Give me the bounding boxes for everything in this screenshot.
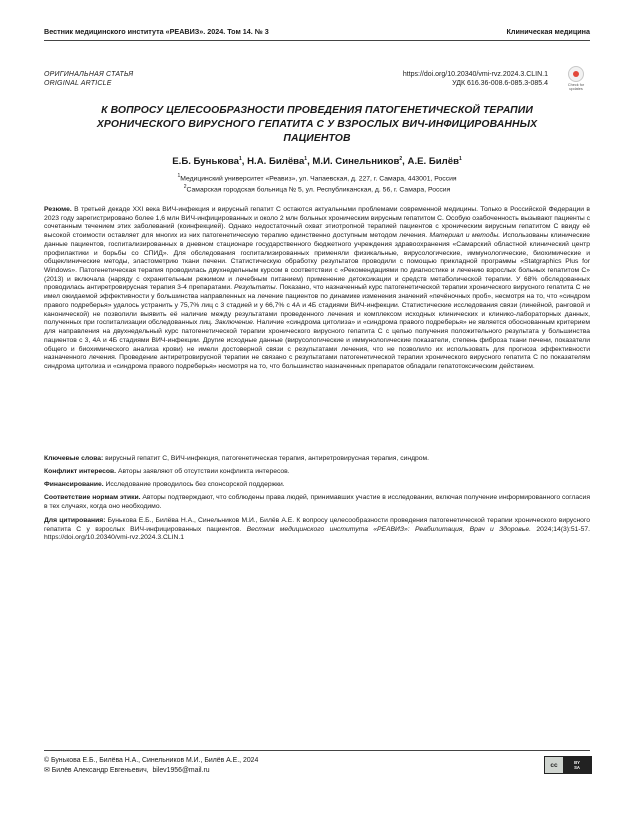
sa-icon: SA <box>574 765 580 770</box>
footer <box>44 756 258 775</box>
author: Е.Б. Бунькова <box>172 156 239 168</box>
author-sup: 2 <box>399 156 403 162</box>
abstract-conclusion: Наличие «синдрома цитолиза» и «синдрома правого подреберья» не является обоснованным критерием для направления на двухнедельный курс патогенетической терапии хронического вирусного гепатита С с целью получения положительного результата у большинства пациентов с 3, 4А и 4Б стадиями ВИЧ-инфекции. Другие исходные данные (вирусологические и иммунологические показатели, степень фиброза ткани печени, показатели общего и биохимического анализа крови) не имели достоверной связи с результатами лечения, что не позволило их использовать для прогноза эффективности назначенного лечения. Проведение антиретровирусной терапии не связано с результатами патогенетической терапии хронического вирусного гепатита С по показателям синдрома цитолиза и «синдрома правого подреберья» несмотря на то, что большинство назначенных препаратов обладали гепатотоксическим действием. <box>44 319 590 370</box>
affiliation <box>44 172 590 183</box>
author-list: Е.Б. Бунькова$^1$, Н.А. Билёва$^1$, М.И. Синельников$^2$, А.Е. Билёв$^1$ <box>172 156 462 168</box>
contact <box>44 766 258 776</box>
affiliation-text: Медицинский университет «Реавиз», ул. Чапаевская, д. 227, г. Самара, 443001, Россия <box>180 175 457 183</box>
journal-name: Вестник медицинского института «РЕАВИЗ». 2024. Том 14. № 3 <box>44 27 269 36</box>
article-title: К ВОПРОСУ ЦЕЛЕСООБРАЗНОСТИ ПРОВЕДЕНИЯ ПАТОГЕНЕТИЧЕСКОЙ ТЕРАПИИ ХРОНИЧЕСКОГО ВИРУСНОГО ГЕПАТИТА С У ВЗРОСЛЫХ ВИЧ-ИНФИЦИРОВАННЫХ ПАЦИЕНТОВ <box>96 105 538 144</box>
abstract-results: Показано, что назначенный курс патогенетической терапии хронического вирусного гепатита С не имел ожидаемой эффективности у большинства направленных на лечение пациентов по динамике изменения значений «печёночных проб», несмотря на то, что «синдром правого подреберья» удалось устранить у 75,7% лиц с 3 стадией и у 66,7% с 4А и 4Б стадиями ВИЧ-инфекции. Статистические исследования связи (линейной, ранговой и канонической) не позволили выявить её наличие между результатами проведенного лечения и комплексом исходных клинических и клинико-лабораторных данных, полученных при госпитализации обследованных лиц. <box>44 284 590 327</box>
author: Н.А. Билёва <box>247 156 305 168</box>
by-icon: BY <box>574 760 580 765</box>
funding-text: Исследование проводилось без спонсорской поддержки. <box>105 481 285 488</box>
affiliation <box>44 183 590 194</box>
abstract <box>44 206 590 372</box>
author-sup: 1 <box>458 156 462 162</box>
conclusion-label: Заключение. <box>214 319 255 327</box>
citation-journal: Вестник медицинского института «РЕАВИЗ»: Реабилитация, Врач и Здоровье. <box>246 525 531 533</box>
methods-label: Материал и методы. <box>429 232 501 240</box>
conflict-of-interest <box>44 468 590 477</box>
citation-tail[interactable]: 2024;14(3):51-57. https://doi.org/10.20340/vmi-rvz.2024.3.CLIN.1 <box>44 525 590 542</box>
check-updates-line2: updates <box>569 87 583 92</box>
article-type-ru: ОРИГИНАЛЬНАЯ СТАТЬЯ <box>44 71 134 78</box>
conflict-label: Конфликт интересов. <box>44 468 117 475</box>
cc-license-badge[interactable] <box>544 756 592 774</box>
ethics <box>44 494 590 511</box>
contact-name: Билёв Александр Евгеньевич, <box>51 766 149 774</box>
conflict-text: Авторы заявляют об отсутствии конфликта интересов. <box>117 468 290 475</box>
funding-label: Финансирование. <box>44 481 104 488</box>
author-sup: 1 <box>304 156 308 162</box>
citation-label: Для цитирования: <box>44 517 106 524</box>
affiliations <box>44 172 590 195</box>
abstract-methods: Использованы клинические данные пациентов, госпитализированных в дневном стационаре государственного бюджетного учреждения здравоохранения «Самарский областной клинический центр профилактики и борьбы со СПИД». Для обследования госпитализированных применяли физикальные, вирусологические, иммунологические, биохимические и общеклинические методы, эластометрию ткани печени. Статистическую обработку результатов проводили с помощью прикладной программы «Statgraphics Plus for Windows». Патогенетическая терапия проводилась двухнедельным курсом в соответствии с «Рекомендациями по диагностике и лечению взрослых больных гепатитом С» (2013) и включала (наряду с охранительным режимом и лечебным питанием) применение детоксикации и средств метаболической терапии. У 68% обследованных проводилась антиретровирусная терапия 3-4 препаратами. <box>44 232 591 292</box>
ethics-label: Соответствие нормам этики. <box>44 494 141 501</box>
mail-icon: ✉ <box>44 766 50 774</box>
citation-text: Бунькова Е.Б., Билёва Н.А., Синельников М.И., Билёв А.Е. К вопросу целесообразности проведения патогенетической терапии хронического вирусного гепатита С у взрослых ВИЧ-инфицированных пациентов. <box>44 517 590 533</box>
section-name: Клиническая медицина <box>506 27 590 36</box>
article-identifiers <box>403 70 548 88</box>
affiliation-sup: 1 <box>177 173 181 179</box>
check-for-updates-badge[interactable] <box>564 66 588 92</box>
keywords <box>44 455 590 464</box>
article-type-en: ORIGINAL ARTICLE <box>44 80 112 87</box>
footer-rule <box>44 750 590 751</box>
author: А.Е. Билёв <box>407 156 459 168</box>
contact-email[interactable]: bilev1956@mail.ru <box>152 766 210 774</box>
article-type <box>44 70 133 88</box>
author: М.И. Синельников <box>312 156 400 168</box>
affiliation-text: Самарская городская больница № 5, ул. Республиканская, д. 56, г. Самара, Россия <box>186 186 451 194</box>
citation <box>44 517 590 543</box>
ethics-text: Авторы подтверждают, что соблюдены права людей, принимавших участие в исследовании, включая получение информированного согласия в тех случаях, когда оно необходимо. <box>44 494 590 510</box>
keywords-label: Ключевые слова: <box>44 455 104 462</box>
funding <box>44 481 590 490</box>
check-updates-line1: Check for <box>567 83 585 87</box>
check-updates-icon <box>568 66 584 82</box>
udc-code: УДК 616.36-008.6-085.3-085.4 <box>452 80 548 87</box>
abstract-label: Резюме. <box>44 206 72 213</box>
abstract-intro: В третьей декаде XXI века ВИЧ-инфекция и вирусный гепатит С остаются актуальными проблемами современной медицины. Только в Российской Федерации в 2023 году зарегистрировано более 1,6 млн ВИЧ-инфицированных и около 2 млн больных хроническим вирусным гепатитом С. Особую озабоченность вызывают пациенты с сочетанным течением этих заболеваний (коинфекцией). Однако недостаточный охват этиотропной терапией пациентов с хроническим вирусным гепатитом С ввиду её высокой стоимости оставляет для многих из них патогенетическую терапию единственно доступным методом лечения. <box>44 206 590 240</box>
keywords-text: вирусный гепатит С, ВИЧ-инфекция, патогенетическая терапия, антиретровирусная терапия, синдром. <box>105 455 430 462</box>
doi-link[interactable]: https://doi.org/10.20340/vmi-rvz.2024.3.CLIN.1 <box>402 71 548 78</box>
header-rule <box>44 40 590 41</box>
results-label: Результаты. <box>234 284 278 292</box>
copyright: © Бунькова Е.Б., Билёва Н.А., Синельников М.И., Билёв А.Е., 2024 <box>44 757 259 764</box>
cc-icon: cc <box>545 757 563 773</box>
author-sup: 1 <box>238 156 242 162</box>
running-header <box>44 27 590 36</box>
affiliation-sup: 2 <box>183 184 187 191</box>
